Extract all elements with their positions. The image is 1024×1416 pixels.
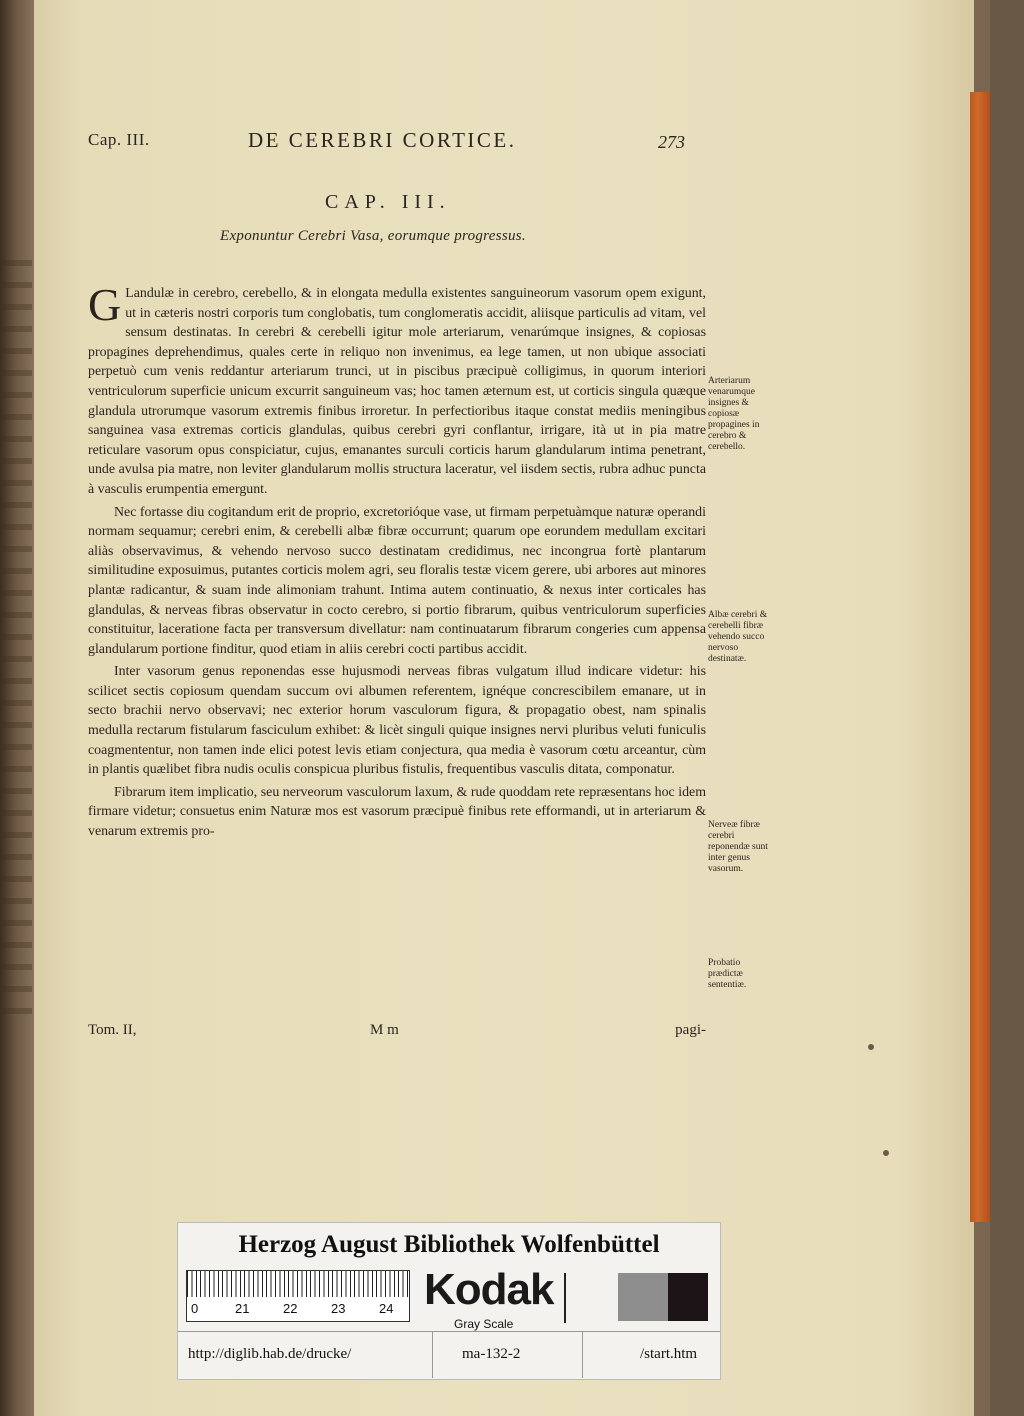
chapter-title: CAP. III. <box>325 191 451 213</box>
header-running-title: DE CEREBRI CORTICE. <box>248 128 517 152</box>
margin-note: Arteriarum venarumque insignes & copiosæ propagines in cerebro & cerebello. <box>708 376 760 452</box>
scan-right-margin <box>990 0 1024 1416</box>
gray-scale-label: Gray Scale <box>454 1317 514 1331</box>
chapter-subtitle: Exponuntur Cerebri Vasa, eorumque progressus. <box>220 228 526 244</box>
paragraph: Fibrarum item implicatio, seu nerveorum vasculorum laxum, & rude quoddam rete repræsentans hoc idem firmare videtur; consuetus enim Naturæ mos est vasorum præcipuè finibus rete efformandi, ut in arteriarum & venarum extremis pro- <box>88 784 706 840</box>
url-cell <box>178 1332 433 1378</box>
institution-name: Herzog August Bibliothek Wolfenbüttel <box>238 1231 660 1258</box>
paper-spot <box>868 1044 874 1050</box>
ruler-number: 23 <box>331 1301 346 1316</box>
library-url: http://diglib.hab.de/drucke/ <box>188 1346 352 1362</box>
signature-mark: M m <box>370 1022 399 1038</box>
ruler-number: 24 <box>379 1301 394 1316</box>
shelfmark-cell <box>432 1332 583 1378</box>
body-text <box>88 279 706 845</box>
ruler-number: 22 <box>283 1301 298 1316</box>
ruler-numbers <box>187 1299 409 1319</box>
paragraph: GLandulæ in cerebro, cerebello, & in elongata medulla existentes sanguineorum vasorum opem exigunt, ut in cæteris nostri corporis tum conglobatis, tum conglomeratis accidit, aliisque particulis ad vitam, vel sensum destinatas. In cerebri & cerebelli igitur mole arteriarum, venarúmque insignes, & copiosas propagines deprehendimus, quales certe in reliquo non invenimus, ea lege tamen, ut non ubique associati perpetuò cum venis reddantur arteriarum trunci, ut in piscibus præcipuè colligimus, in quorum interiori ventriculorum superficie unicum excurrit sanguineum vas; hoc tamen æternum est, ut corticis singula quæque glandula utrorumque vasorum extremis finibus irroretur. In perfectioribus itaque constat mediis meningibus sanguinea vasa extremas corticis glandulas, quibus cerebri gyri conflantur, irrigare, ità ut in pia matre reticulare vasorum opus conspiciatur, cujus, emanantes surculi corticis harum glandularum intima penetrant, unde avulsa pia matre, non leviter glandularum mollis structura laceratur, vel iisdem sectis, rubra adhuc puncta à vasculis erumpentia emergunt. <box>88 279 706 497</box>
paragraph: Inter vasorum genus reponendas esse hujusmodi nerveas fibras vulgatum illud indicare videtur: his scilicet sectis copiosum quendam succum ovi albumen referentem, ignéque concrescibilem emanare, ut in secto brachii nervo observavi; nec exterior horum vasculorum figura, & propagatio obest, nam spinalis medulla rectarum fistularum fasciculum exhibet: & licèt singuli quique insignes nervi pluribus veluti funiculis coagmententur, non tamen inde elici potest levis etiam conjectura, qua media è vasorum cœtu arceantur, cùm in plantis quælibet fibra nudis oculis conspicua pluribus fistulis, frequentibus vasculis ditata, componatur. <box>88 664 706 778</box>
page-number: 273 <box>658 132 685 152</box>
facing-page-text-remnants <box>2 260 32 1020</box>
page-red-edge <box>970 92 990 1222</box>
paper-spot <box>883 1150 889 1156</box>
ruler-ticks <box>187 1271 409 1297</box>
margin-note: Probatio prædictæ sententiæ. <box>708 958 747 990</box>
ruler-number: 0 <box>191 1301 199 1316</box>
card-info-row <box>178 1331 720 1378</box>
page-footer <box>88 1022 706 1044</box>
library-color-card <box>177 1222 721 1380</box>
black-swatch <box>668 1273 708 1321</box>
facing-page-edge <box>0 0 38 1416</box>
ruler-number: 21 <box>235 1301 250 1316</box>
divider <box>564 1273 566 1323</box>
start-page: /start.htm <box>640 1346 698 1362</box>
margin-note: Nerveæ fibræ cerebri reponendæ sunt inter genus vasorum. <box>708 820 768 874</box>
margin-note: Albæ cerebri & cerebelli fibræ vehendo succo nervoso destinatæ. <box>708 610 768 664</box>
paragraph: Nec fortasse diu cogitandum erit de proprio, excretorióque vase, ut firmam perpetuàmque naturæ operandi normam sequamur; cerebri enim, & cerebelli albæ fibræ occurrunt; quarum ope eorundem medullam excitari aliàs observavimus, & vehendo nervoso succo destinatam credidimus, nec incongrua fortè plantarum similitudine exposuimus, putantes corticis molem agri, seu floralis testæ vicem gerere, ubi arbores aut minores plantæ radicantur, & suam inde alimoniam trahunt. Intima autem continuatio, & nexus inter corticales has glandulas, & nerveas fibras observatur in cocto cerebro, si portio fibrarum, quibus ventriculorum superficies constituitur, laceratione facta per transversum divellatur: nam continuatarum fibrarum congeries cum appensa glandularum portione finditur, quod etiam in aliis cerebri cocti partibus accidit. <box>88 504 706 657</box>
scale-ruler <box>186 1270 410 1322</box>
catchword: pagi- <box>675 1022 706 1038</box>
kodak-logo: Kodak <box>424 1265 554 1314</box>
running-header <box>88 128 768 158</box>
shelfmark: ma-132-2 <box>462 1346 521 1362</box>
gray-swatch <box>618 1273 668 1321</box>
header-chapter-ref: Cap. III. <box>88 130 150 149</box>
volume-number: Tom. II, <box>88 1022 137 1038</box>
